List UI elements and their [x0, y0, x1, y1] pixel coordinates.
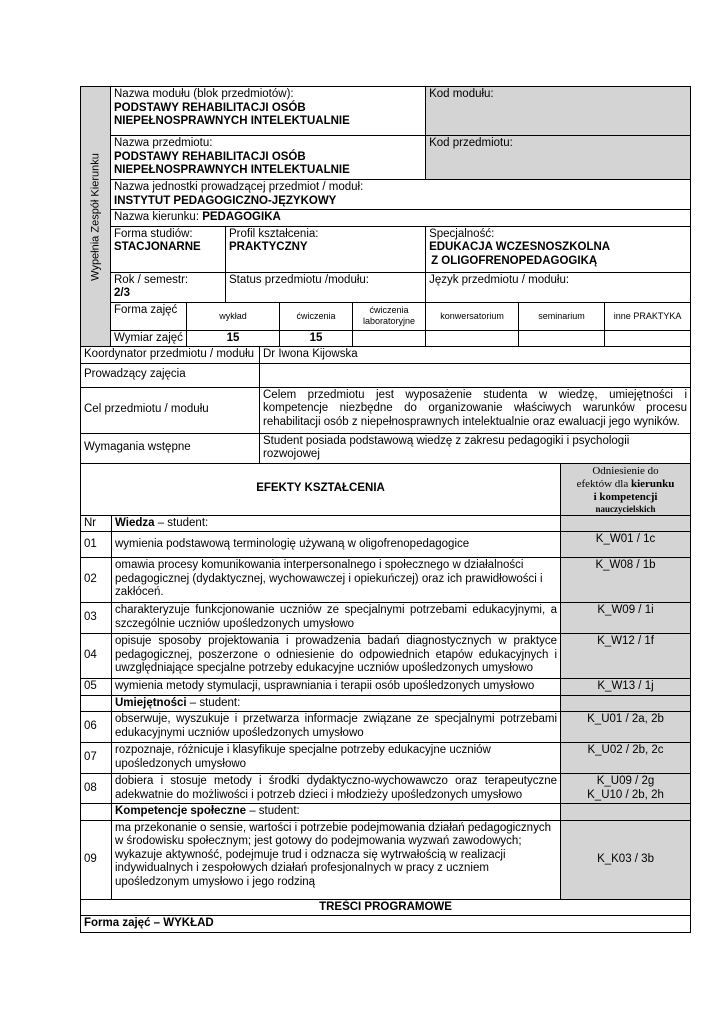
social-header: Kompetencje społeczne – student: [112, 804, 561, 821]
effect-text: rozpoznaje, różnicuje i klasyfikuje specjalne potrzeby edukacyjne uczniów upośledzonych umysłowo [112, 743, 561, 774]
goal-value: Celem przedmiotu jest wyposażenie studenta w wiedzę, umiejętności i kompetencje niezbędne do organizowanie właściwych warunków procesu rehabilitacji osób z niepełnosprawnych intelektualnie oraz ewaluacji jego wyników. [260, 387, 691, 433]
class-type-lab: ćwiczenia laboratoryjne [353, 302, 426, 330]
specialty-value-line2: Z OLIGOFRENOPEDAGOGIKĄ [431, 254, 598, 267]
subject-code-cell [426, 136, 691, 180]
course-details-table [80, 346, 691, 464]
year-value: 2/3 [114, 287, 130, 299]
effect-nr: 02 [81, 558, 112, 603]
goal-label: Cel przedmiotu / modułu [81, 387, 260, 433]
class-type-lecture: wykład [187, 302, 280, 330]
unit-cell [111, 180, 691, 210]
status-label: Status przedmiotu /modułu: [229, 273, 369, 286]
effects-reference-header [561, 463, 691, 515]
subject-code-label: Kod przedmiotu: [429, 137, 513, 149]
subject-name-value: PODSTAWY REHABILITACJI OSÓB NIEPEŁNOSPRAWNYCH INTELEKTUALNIE [114, 150, 350, 176]
ref-line1: Odniesienie do [592, 464, 659, 477]
ref-line2a: efektów dla [576, 477, 629, 490]
course-syllabus-sheet [80, 86, 690, 936]
effect-ref: K_W13 / 1j [561, 679, 691, 696]
effect-nr: 09 [81, 820, 112, 899]
effect-text: dobiera i stosuje metody i środki dydaktyczno-wychowawczo oraz terapeutyczne adekwatnie do możliwości i potrzeb dzieci i młodzieży upośledzonych umysłowo [112, 774, 561, 804]
study-form-value: STACJONARNE [114, 241, 201, 253]
hours-lab [353, 330, 426, 347]
effect-text: wymienia metody stymulacji, usprawniania i terapii osób upośledzonych umysłowo [112, 679, 561, 696]
unit-value: INSTYTUT PEDAGOGICZNO-JĘZYKOWY [114, 194, 337, 207]
coordinator-value: Dr Iwona Kijowska [260, 347, 691, 364]
effect-ref: K_U09 / 2g K_U10 / 2b, 2h [561, 774, 691, 804]
nr-header: Nr [81, 515, 112, 532]
module-info-table [80, 86, 691, 347]
hours-seminar [519, 330, 605, 347]
program-form-label: Forma zajęć – WYKŁAD [81, 916, 691, 933]
prereq-label: Wymagania wstępne [81, 433, 260, 463]
sidebar-label-cell [81, 87, 111, 347]
language-label: Język przedmiotu / modułu: [429, 273, 570, 286]
profile-label: Profil kształcenia: [229, 227, 319, 240]
year-label: Rok / semestr: [114, 273, 189, 286]
prereq-value: Student posiada podstawową wiedzę z zakresu pedagogiki i psychologii rozwojowej [260, 433, 691, 463]
unit-label: Nazwa jednostki prowadzącej przedmiot / moduł: [114, 181, 364, 193]
class-hours-label: Wymiar zajęć [114, 331, 183, 344]
effect-text: ma przekonanie o sensie, wartości i potrzebie podejmowania działań pedagogicznych w środowisku społecznym; jest gotowy do podejmowania wyzwań zawodowych; wykazuje aktywność, podejmuje trud i odznacza się wytrwałością w realizacji indywidualnych i zespołowych działań profesjonalnych w pracy z uczniem upośledzonym umysłowo i jego rodziną [112, 820, 561, 899]
ref-line3: i kompetencji [593, 490, 658, 503]
field-label: Nazwa kierunku: [114, 211, 200, 223]
effect-nr: 04 [81, 634, 112, 679]
ref-line4: nauczycielskich [595, 503, 656, 514]
knowledge-header: Wiedza – student: [112, 515, 561, 532]
study-form-cell [111, 226, 226, 272]
profile-value: PRAKTYCZNY [229, 241, 308, 253]
field-cell [111, 210, 691, 227]
effect-text: wymienia podstawową terminologię używaną w oligofrenopedagogice [112, 532, 561, 558]
subject-name-cell [111, 136, 426, 180]
class-type-seminar: seminarium [519, 302, 605, 330]
effect-nr: 03 [81, 603, 112, 634]
effects-title: EFEKTY KSZTAŁCENIA [81, 463, 561, 515]
module-code-label: Kod modułu: [429, 88, 494, 100]
field-value: PEDAGOGIKA [202, 211, 281, 223]
module-name-value: PODSTAWY REHABILITACJI OSÓB NIEPEŁNOSPRAWNYCH INTELEKTUALNIE [114, 101, 350, 127]
effect-nr: 05 [81, 679, 112, 696]
effect-nr: 07 [81, 743, 112, 774]
class-type-other: inne PRAKTYKA [605, 302, 691, 330]
skills-header: Umiejętności – student: [112, 695, 561, 712]
hours-exercises: 15 [280, 330, 353, 347]
class-form-label: Forma zajęć [114, 303, 178, 316]
status-cell [226, 272, 426, 302]
sidebar-label: Wypełnia Zespół Kierunku [88, 152, 101, 281]
class-type-conversatory: konwersatorium [426, 302, 519, 330]
effect-ref: K_K03 / 3b [561, 820, 691, 899]
effect-ref: K_U01 / 2a, 2b [561, 712, 691, 743]
module-name-cell [111, 87, 426, 136]
hours-lecture: 15 [187, 330, 280, 347]
specialty-label: Specjalność: [429, 227, 495, 240]
effect-text: omawia procesy komunikowania interpersonalnego i społecznego w działalności pedagogicznej (dydaktycznej, wychowawczej i opiekuńczej) oraz ich prawidłowości i zakłóceń. [112, 558, 561, 603]
effect-ref: K_W09 / 1i [561, 603, 691, 634]
effect-nr: 01 [81, 532, 112, 558]
effects-table [80, 463, 691, 933]
effect-ref: K_U02 / 2b, 2c [561, 743, 691, 774]
class-form-label-cell [111, 302, 187, 330]
teachers-label: Prowadzący zajęcia [81, 363, 260, 387]
language-cell [426, 272, 691, 302]
ref-line2b: kierunku [630, 477, 675, 490]
specialty-value-line1: EDUKACJA WCZESNOSZKOLNA [429, 241, 611, 253]
subject-name-label: Nazwa przedmiotu: [114, 137, 213, 149]
hours-other [605, 330, 691, 347]
effect-text: opisuje sposoby projektowania i prowadzenia badań diagnostycznych w praktyce pedagogicznej, poszerzone o odniesienie do odpowiednich etapów edukacyjnych i uwzględniające specjalne potrzeby edukacyjne uczniów upośledzonych umysłowo [112, 634, 561, 679]
effect-ref: K_W12 / 1f [561, 634, 691, 679]
module-code-cell [426, 87, 691, 136]
module-name-label: Nazwa modułu (blok przedmiotów): [114, 88, 294, 100]
study-form-label: Forma studiów: [114, 227, 193, 240]
year-cell [111, 272, 226, 302]
class-type-exercises: ćwiczenia [280, 302, 353, 330]
effect-ref: K_W01 / 1c [561, 532, 691, 558]
effect-nr: 06 [81, 712, 112, 743]
effect-nr: 08 [81, 774, 112, 804]
program-title: TREŚCI PROGRAMOWE [81, 899, 691, 916]
teachers-value [260, 363, 691, 387]
hours-conversatory [426, 330, 519, 347]
effect-text: obserwuje, wyszukuje i przetwarza informacje związane ze specjalnymi potrzebami edukacyjnymi uczniów upośledzonych umysłowo [112, 712, 561, 743]
effect-ref: K_W08 / 1b [561, 558, 691, 603]
class-hours-label-cell [111, 330, 187, 347]
effect-text: charakteryzuje funkcjonowanie uczniów ze specjalnymi potrzebami edukacyjnymi, a szczególnie uczniów upośledzonych umysłowo [112, 603, 561, 634]
profile-cell [226, 226, 426, 272]
specialty-cell [426, 226, 691, 272]
coordinator-label: Koordynator przedmiotu / modułu [81, 347, 260, 364]
